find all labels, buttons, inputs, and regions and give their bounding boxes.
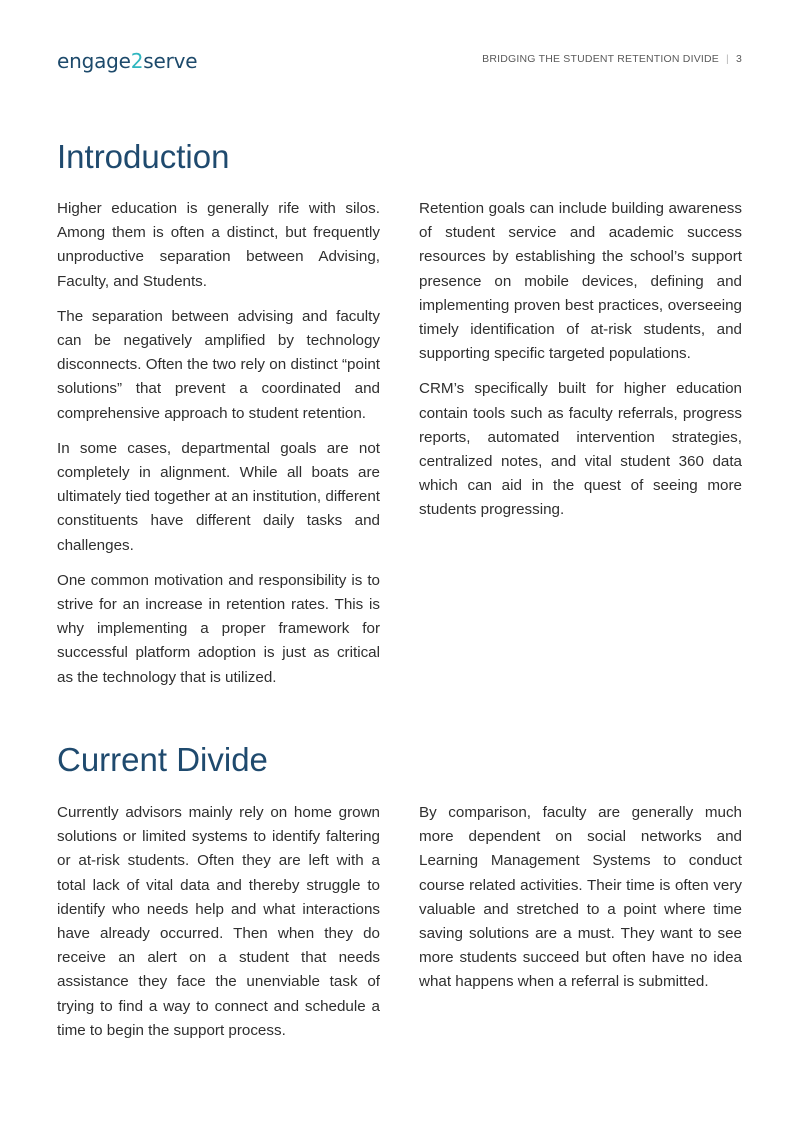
engage2serve-logo: engage2serve (57, 49, 198, 73)
paragraph: Currently advisors mainly rely on home grown solutions or limited systems to identify faltering or at-risk students. Often they are left with a total lack of vital data and thereby struggle to identify who needs help and what interactions have already occurred. Then when they do receive an alert on a student that needs assistance they face the unenviable task of trying to find a way to connect and schedule a time to begin the support process. (57, 804, 380, 1039)
paragraph: Higher education is generally rife with silos. Among them is often a distinct, but frequently unproductive separation between Advising, Faculty, and Students. (57, 200, 380, 290)
introduction-left-column (57, 197, 380, 701)
current-divide-heading: Current Divide (57, 741, 268, 778)
introduction-right-column (419, 197, 742, 534)
page-number: 3 (735, 53, 742, 65)
paragraph: CRM’s specifically built for higher education contain tools such as faculty referrals, progress reports, automated intervention strategies, centralized notes, and vital student 360 data which can aid in the quest of seeing more students progressing. (419, 380, 742, 519)
current-divide-right-column (419, 801, 742, 1006)
paragraph: The separation between advising and faculty can be negatively amplified by technology disconnects. Often the two rely on distinct “point solutions” that prevent a coordinated and comprehensive approach to student retention. (57, 307, 380, 422)
running-header (482, 52, 742, 66)
paragraph: In some cases, departmental goals are not completely in alignment. While all boats are ultimately tied together at an institution, different constituents have different daily tasks and challenges. (57, 439, 380, 554)
current-divide-left-column (57, 801, 380, 1054)
header-separator: | (726, 53, 729, 65)
paragraph: One common motivation and responsibility is to strive for an increase in retention rates. This is why implementing a proper framework for successful platform adoption is just as critical as the technology that is utilized. (57, 571, 380, 686)
running-title: BRIDGING THE STUDENT RETENTION DIVIDE (482, 53, 720, 65)
paragraph: By comparison, faculty are generally much more dependent on social networks and Learning Management Systems to conduct course related activities. Their time is often very valuable and stretched to a point where time saving solutions are a must. They want to see more students succeed but often have no idea what happens when a referral is submitted. (419, 804, 742, 991)
paragraph: Retention goals can include building awareness of student service and academic success resources by establishing the school’s support presence on mobile devices, defining and implementing proven best practices, overseeing timely identification of at-risk students, and supporting specific targeted populations. (419, 200, 742, 363)
introduction-heading: Introduction (57, 138, 230, 175)
